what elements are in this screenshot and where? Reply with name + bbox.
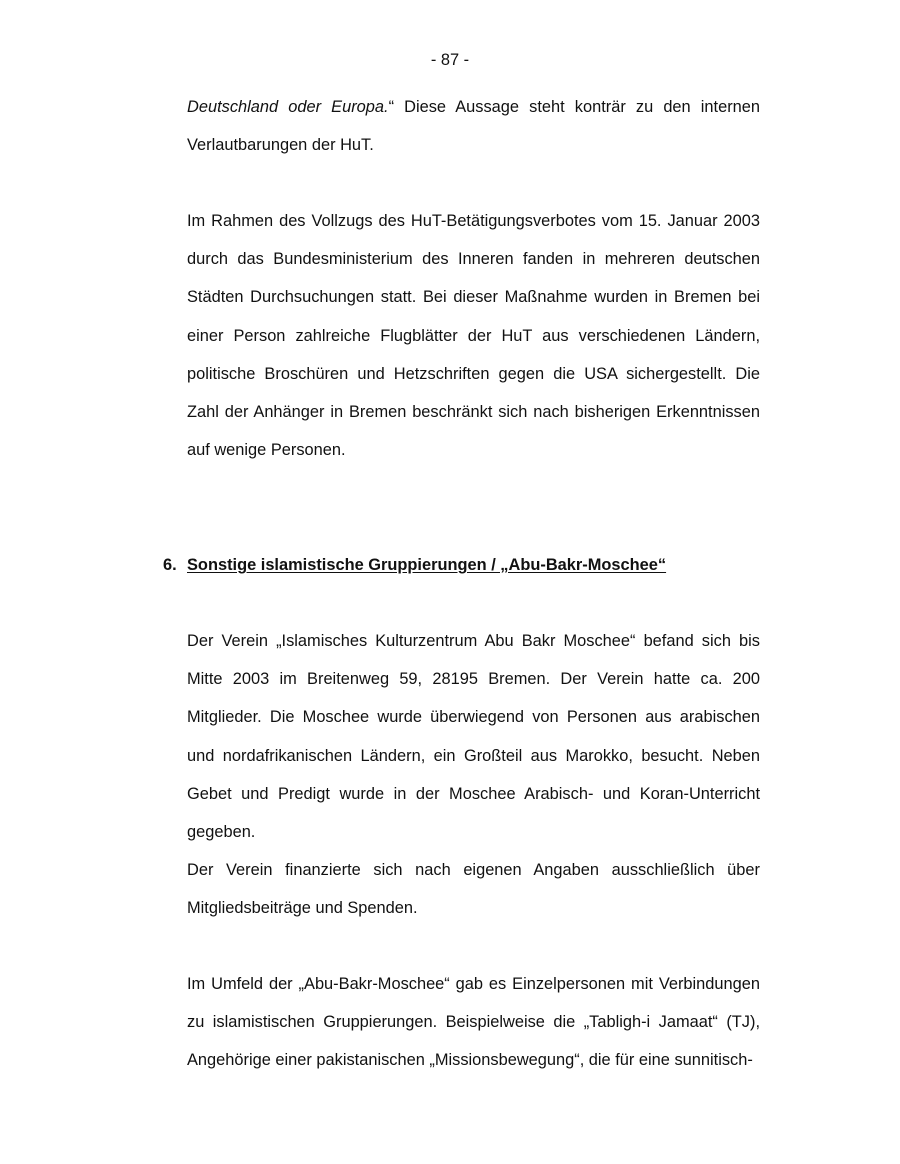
page-number: - 87 - bbox=[430, 51, 470, 69]
section-number: 6. bbox=[163, 556, 177, 574]
paragraph-intro bbox=[187, 88, 760, 164]
paragraph-searches: Im Rahmen des Vollzugs des HuT-Betätigungsverbotes vom 15. Januar 2003 durch das Bundesministerium des Inneren fanden in mehreren deutschen Städten Durchsuchungen statt. Bei dieser Maßnahme wurden in Bremen bei einer Person zahlreiche Flugblätter der HuT aus verschiedenen Ländern, politische Broschüren und Hetzschriften gegen die USA sichergestellt. Die Zahl der Anhänger in Bremen beschränkt sich nach bisherigen Erkenntnissen auf wenige Personen. bbox=[187, 212, 760, 460]
paragraph-financing: Der Verein finanzierte sich nach eigenen Angaben ausschließlich über Mitgliedsbeiträge und Spenden. bbox=[187, 861, 760, 918]
paragraph-connections: Im Umfeld der „Abu-Bakr-Moschee“ gab es Einzelpersonen mit Verbindungen zu islamistischen Gruppierungen. Beispielweise die „Tabligh-i Jamaat“ (TJ), Angehörige einer pakistanischen „Missionsbewegung“, die für eine sunnitisch- bbox=[187, 975, 760, 1070]
paragraph-association: Der Verein „Islamisches Kulturzentrum Abu Bakr Moschee“ befand sich bis Mitte 2003 im Breitenweg 59, 28195 Bremen. Der Verein hatte ca. 200 Mitglieder. Die Moschee wurde überwiegend von Personen aus arabischen und nordafrikanischen Ländern, ein Großteil aus Marokko, besucht. Neben Gebet und Predigt wurde in der Moschee Arabisch- und Koran-Unterricht gegeben. bbox=[187, 632, 760, 842]
section-heading bbox=[163, 552, 666, 578]
paragraph-intro-text: “ Diese Aussage steht konträr zu den internen Verlautbarungen der HuT. bbox=[187, 98, 761, 155]
paragraph-intro-italic: Deutschland oder Europa. bbox=[187, 98, 389, 116]
section-title: Sonstige islamistische Gruppierungen / „Abu-Bakr-Moschee“ bbox=[187, 556, 667, 574]
